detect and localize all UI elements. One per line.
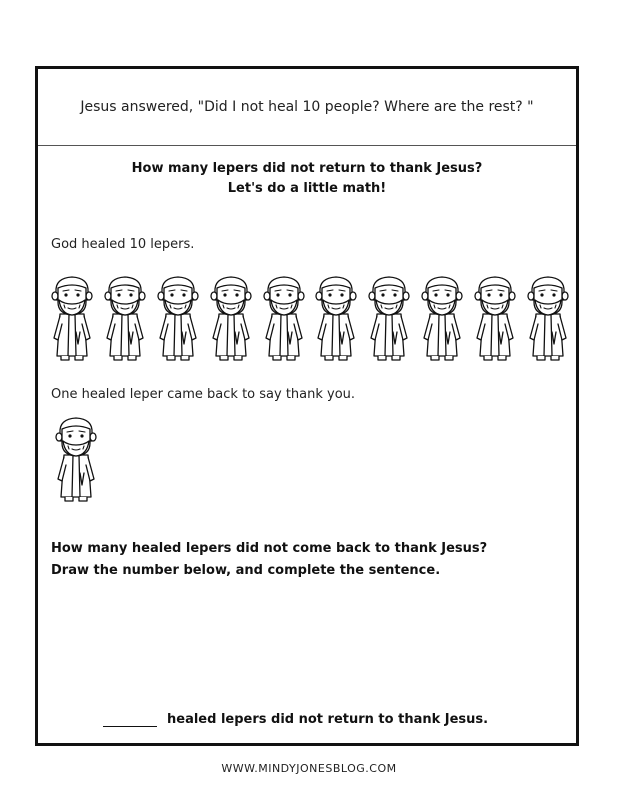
leper-figure-icon — [523, 274, 573, 362]
question-heading — [38, 159, 576, 199]
leper-figure-icon — [470, 274, 520, 362]
quote-header — [38, 69, 576, 146]
leper-figure-icon — [100, 274, 150, 362]
leper-figure-icon — [311, 274, 361, 362]
leper-figure-icon — [259, 274, 309, 362]
footer-url: WWW.MINDYJONESBLOG.COM — [221, 762, 397, 775]
leper-figure-icon — [206, 274, 256, 362]
question-2-line-1: How many healed lepers did not come back to thank Jesus? — [51, 541, 488, 556]
leper-figure-icon — [153, 274, 203, 362]
question-2 — [51, 538, 487, 582]
worksheet — [35, 66, 579, 746]
quote-text: Jesus answered, "Did I not heal 10 people? Where are the rest? " — [80, 99, 534, 115]
ten-lepers-row — [47, 274, 573, 362]
step-2-text: One healed leper came back to say thank you. — [51, 387, 356, 402]
leper-figure-icon — [51, 415, 101, 503]
answer-text: healed lepers did not return to thank Jesus. — [167, 712, 489, 727]
leper-figure-icon — [364, 274, 414, 362]
question-line-2: Let's do a little math! — [227, 181, 387, 196]
one-leper-row — [51, 415, 107, 503]
answer-blank[interactable] — [103, 714, 157, 727]
leper-figure-icon — [47, 274, 97, 362]
leper-figure-icon — [417, 274, 467, 362]
question-2-line-2: Draw the number below, and complete the sentence. — [51, 563, 441, 578]
answer-sentence — [103, 712, 488, 727]
question-line-1: How many lepers did not return to thank Jesus? — [131, 161, 483, 176]
step-1-text: God healed 10 lepers. — [51, 237, 195, 252]
